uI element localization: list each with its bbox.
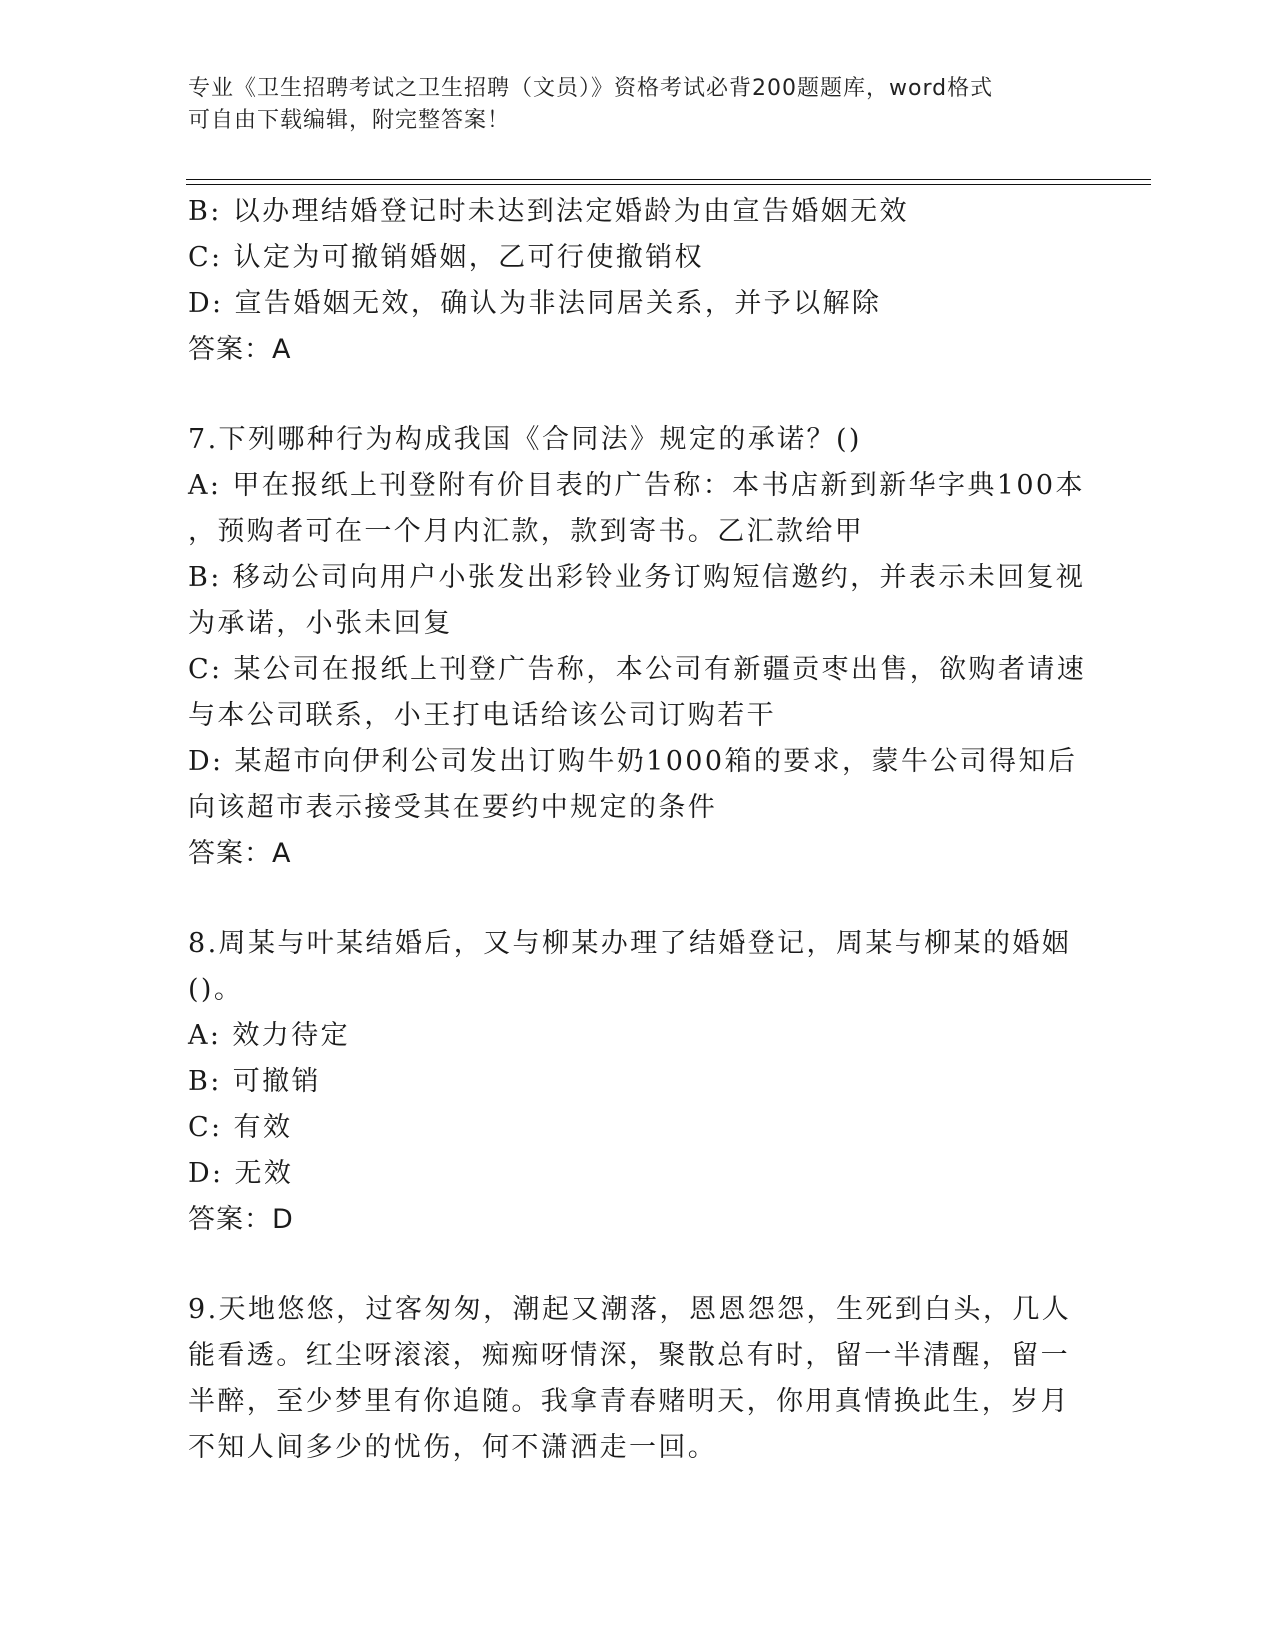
q8-option-d: D: 无效 (188, 1158, 294, 1189)
q7-option-c-line-1: C: 某公司在报纸上刊登广告称，本公司有新疆贡枣出售，欲购者请速 (188, 654, 1087, 685)
question-8 (188, 921, 1088, 1243)
q7-question: 7.下列哪种行为构成我国《合同法》规定的承诺？() (188, 424, 862, 455)
spacer (188, 877, 1088, 921)
q7-option-d-line-2: 向该超市表示接受其在要约中规定的条件 (188, 792, 718, 823)
question-7 (188, 417, 1088, 877)
q8-option-b: B: 可撤销 (188, 1066, 321, 1097)
q7-option-c-line-2: 与本公司联系，小王打电话给该公司订购若干 (188, 700, 776, 731)
q7-option-d-line-1: D: 某超市向伊利公司发出订购牛奶1000箱的要求，蒙牛公司得知后 (188, 746, 1078, 777)
q9-text-line-4: 不知人间多少的忧伤，何不潇洒走一回。 (188, 1432, 718, 1463)
q7-option-a-line-2: ，预购者可在一个月内汇款，款到寄书。乙汇款给甲 (188, 516, 865, 547)
q9-text-line-2: 能看透。红尘呀滚滚，痴痴呀情深，聚散总有时，留一半清醒，留一 (188, 1340, 1070, 1371)
q9-text-line-1: 9.天地悠悠，过客匆匆，潮起又潮落，恩恩怨怨，生死到白头，几人 (188, 1294, 1072, 1325)
header-title-line-1: 专业《卫生招聘考试之卫生招聘（文员）》资格考试必背200题题库，word格式 (188, 76, 994, 101)
document-header (188, 73, 1068, 137)
q6-answer: 答案：A (188, 334, 292, 365)
spacer (188, 1243, 1088, 1287)
q8-question-line-2: ()。 (188, 974, 244, 1005)
q9-text-line-3: 半醉，至少梦里有你追随。我拿青春赌明天，你用真情换此生，岁月 (188, 1386, 1070, 1417)
q8-option-a: A: 效力待定 (188, 1020, 350, 1051)
spacer (188, 373, 1088, 417)
header-divider-bottom (186, 184, 1151, 185)
document-body (188, 189, 1088, 1471)
q7-answer: 答案：A (188, 838, 292, 869)
header-title-line-2: 可自由下载编辑，附完整答案！ (188, 108, 511, 133)
q6-option-d: D: 宣告婚姻无效，确认为非法同居关系，并予以解除 (188, 288, 882, 319)
question-6-tail (188, 189, 1088, 373)
q7-option-b-line-2: 为承诺，小张未回复 (188, 608, 453, 639)
q6-option-c: C: 认定为可撤销婚姻，乙可行使撤销权 (188, 242, 704, 273)
q8-option-c: C: 有效 (188, 1112, 293, 1143)
q6-option-b: B: 以办理结婚登记时未达到法定婚龄为由宣告婚姻无效 (188, 196, 909, 227)
q7-option-b-line-1: B: 移动公司向用户小张发出彩铃业务订购短信邀约，并表示未回复视 (188, 562, 1086, 593)
q8-question-line-1: 8.周某与叶某结婚后，又与柳某办理了结婚登记，周某与柳某的婚姻 (188, 928, 1072, 959)
q8-answer: 答案：D (188, 1204, 294, 1235)
question-9 (188, 1287, 1088, 1471)
header-divider-top (186, 179, 1151, 180)
q7-option-a-line-1: A: 甲在报纸上刊登附有价目表的广告称：本书店新到新华字典100本 (188, 470, 1085, 501)
